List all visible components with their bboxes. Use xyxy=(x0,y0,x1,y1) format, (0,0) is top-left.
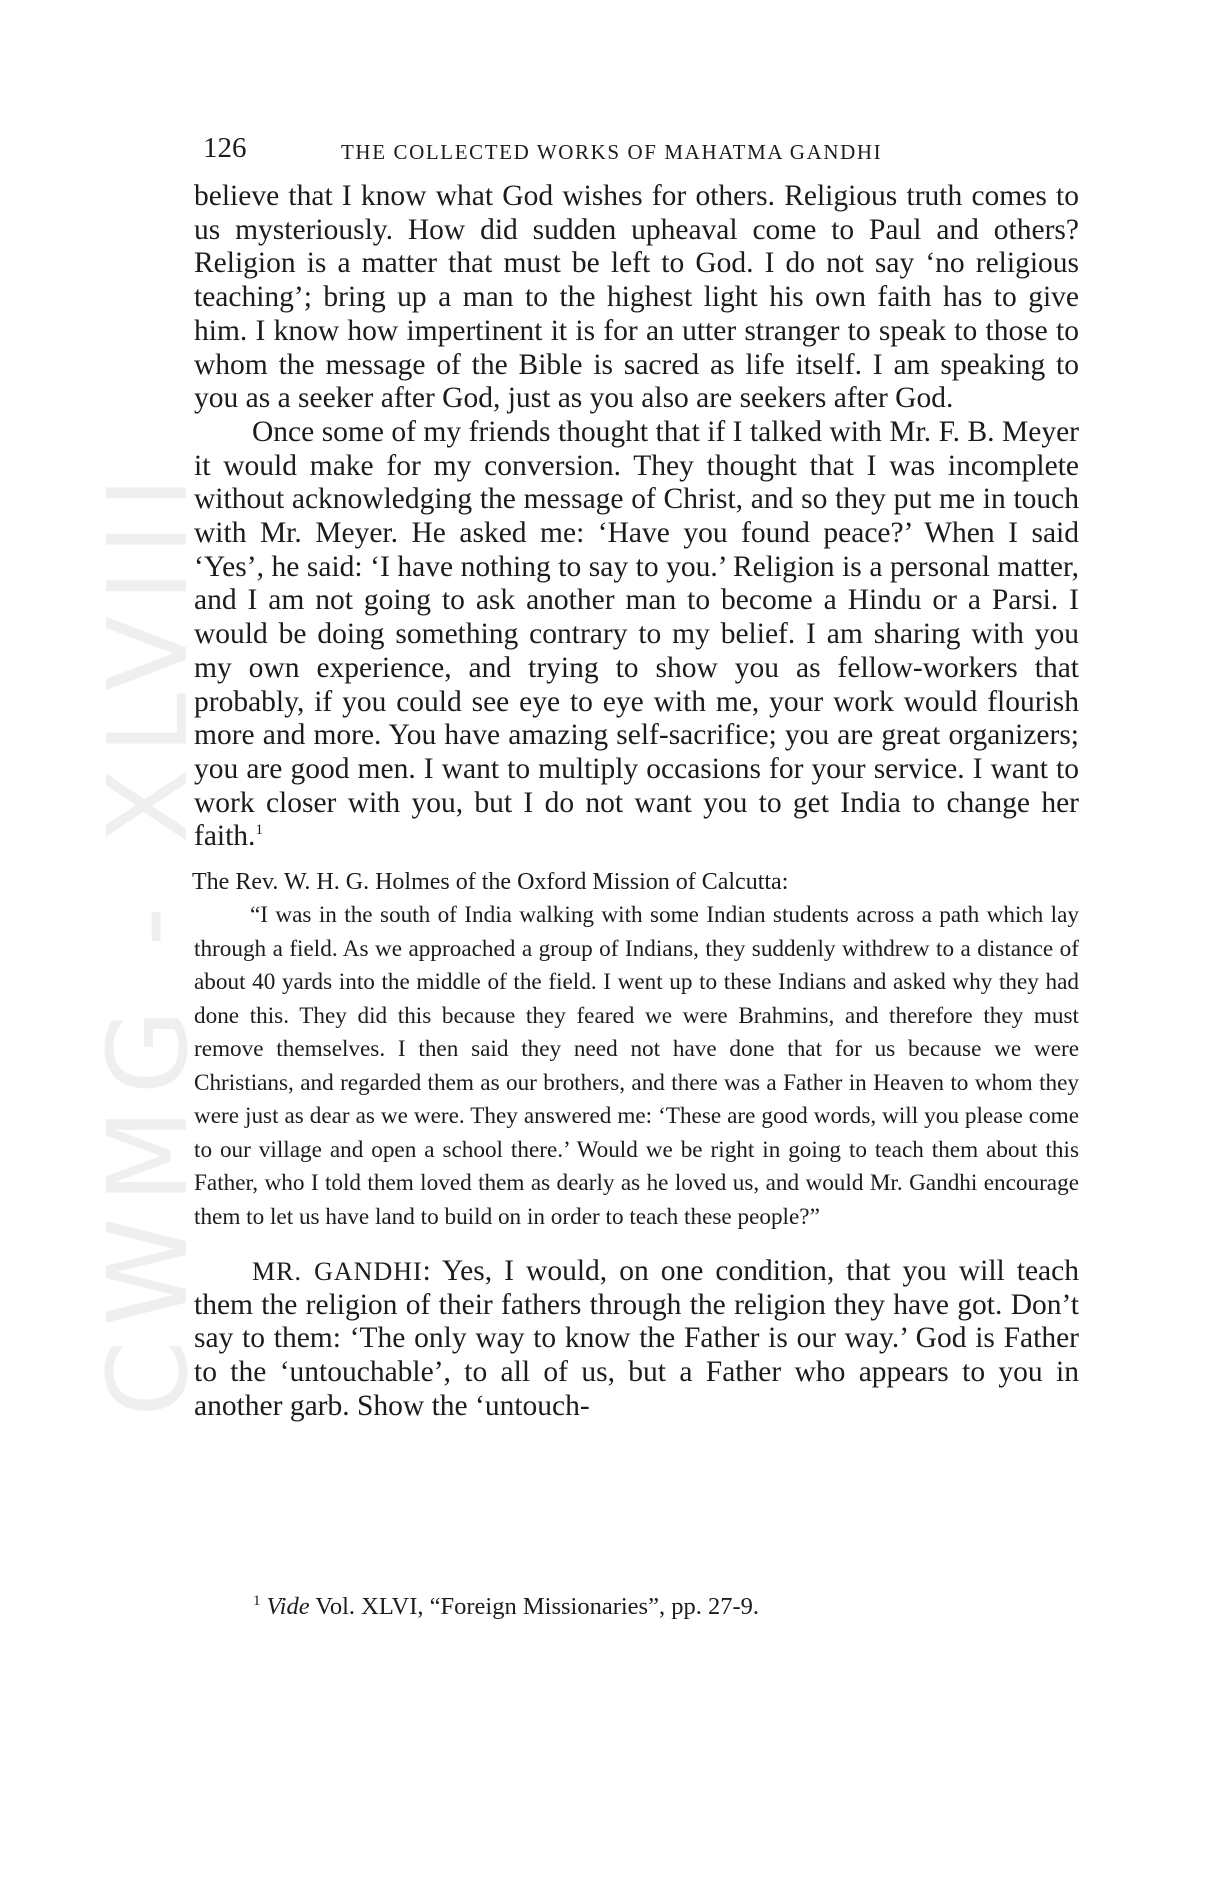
reply-speaker: MR. GANDHI xyxy=(252,1257,423,1287)
footnote-marker: 1 xyxy=(253,1592,261,1609)
page-number: 126 xyxy=(203,132,247,164)
running-title: THE COLLECTED WORKS OF MAHATMA GANDHI xyxy=(341,140,883,164)
footnote-reference: 1 xyxy=(255,822,263,839)
paragraph-2 xyxy=(194,416,1079,854)
reply-separator: : xyxy=(422,1255,431,1288)
footnote-text: Vol. XLVI, “Foreign Missionaries”, pp. 27-9. xyxy=(315,1593,759,1620)
paragraph-2-text: Once some of my friends thought that if I talked with Mr. F. B. Meyer it would make for my conversion. They thought that I was incomplete without acknowledging the message of Christ, and so they put me in touch with Mr. Meyer. He asked me: ‘Have you found peace?’ When I said ‘Yes’, he said: ‘I have nothing to say to you.’ Religion is a personal matter, and I am not going to ask another man to become a Hindu or a Parsi. I would be doing something contrary to my belief. I am sharing with you my own experience, and trying to show you as fellow-workers that probably, if you could see eye to eye with me, your work would flourish more and more. You have amazing self-sacrifice; you are great organizers; you are good men. I want to multiply occasions for your service. I want to work closer with you, but I do not want you to get India to change her faith. xyxy=(194,415,1079,853)
footnote-vide: Vide xyxy=(266,1593,310,1620)
question-speaker: The Rev. W. H. G. Holmes of the Oxford Mission of Calcutta: xyxy=(192,869,789,896)
watermark: CWMG - XLVIII xyxy=(84,462,212,1418)
paragraph-1: believe that I know what God wishes for others. Religious truth comes to us mysteriously. How did sudden upheaval come to Paul and others? Religion is a matter that must be left to God. I do not say ‘no religious teaching’; bring up a man to the highest light his own faith has to give him. I know how impertinent it is for an utter stranger to speak to those to whom the message of the Bible is sacred as life itself. I am speaking to you as a seeker after God, just as you also are seekers after God. xyxy=(194,180,1079,415)
reply-text: Yes, I would, on one condition, that you will teach them the religion of their fathers through the religion they have got. Don’t say to them: ‘The only way to know the Father is our way.’ God is Father to the ‘untouchable’, to all of us, but a Father who appears to you in another garb. Show the ‘untouch- xyxy=(194,1255,1079,1422)
reply-paragraph xyxy=(194,1255,1079,1424)
question-quote: “I was in the south of India walking with some Indian students across a path which lay through a field. As we approached a group of Indians, they suddenly withdrew to a distance of about 40 yards into the middle of the field. I went up to these Indians and asked why they had done this. They did this because they feared we were Brahmins, and therefore they must remove themselves. I then said they need not have done that for us because we were Christians, and regarded them as our brothers, and there was a Father in Heaven to whom they were just as dear as we were. They answered me: ‘These are good words, will you please come to our village and open a school there.’ Would we be right in going to teach them about this Father, who I told them loved them as dearly as he loved us, and would Mr. Gandhi encourage them to let us have land to build on in order to teach these people?” xyxy=(194,902,1079,1230)
page-header xyxy=(196,128,1080,168)
page-body xyxy=(194,180,1079,1424)
footnote xyxy=(253,1592,1079,1622)
